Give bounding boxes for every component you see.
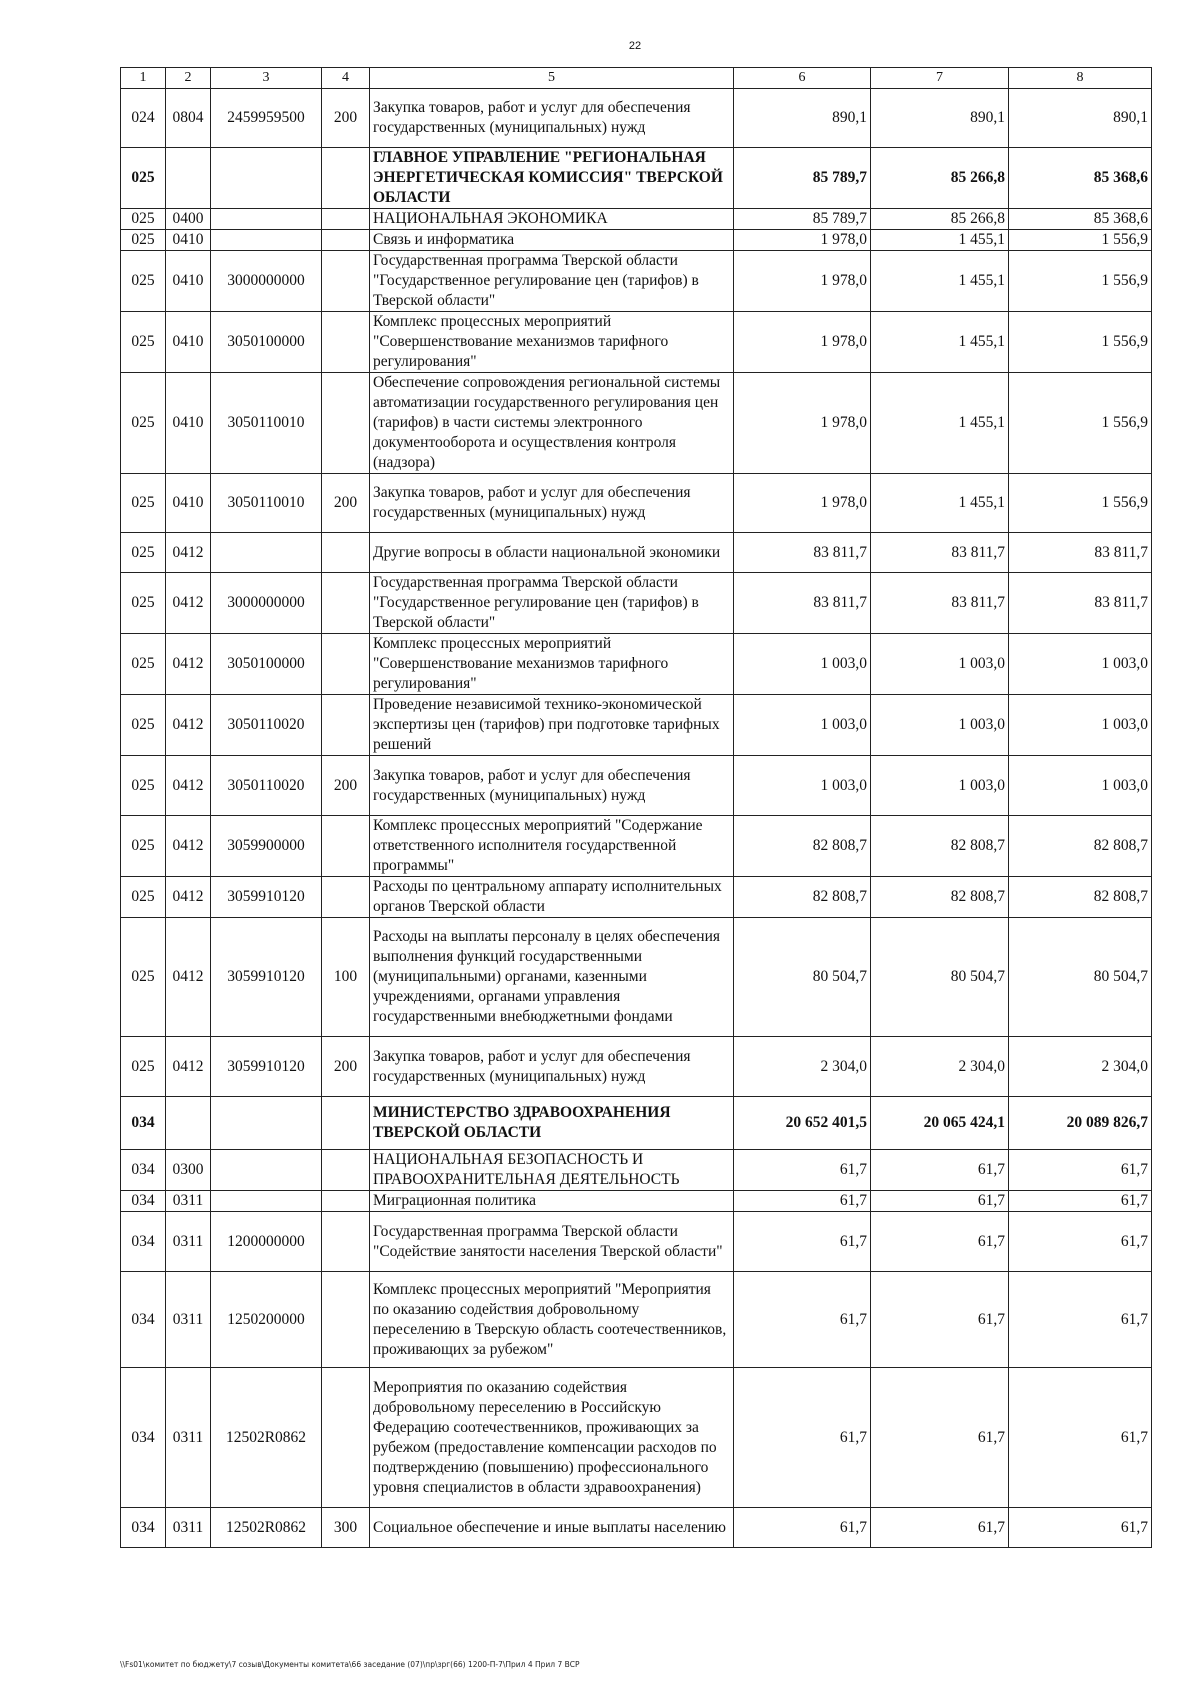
col-4-cell xyxy=(322,634,370,695)
col-2-cell: 0410 xyxy=(166,373,211,474)
table-row xyxy=(121,251,1152,312)
col-7-cell: 82 808,7 xyxy=(871,816,1009,877)
col-8-cell: 61,7 xyxy=(1009,1212,1152,1272)
col-2-cell: 0412 xyxy=(166,756,211,816)
col-6-cell: 61,7 xyxy=(734,1191,871,1212)
col-8-cell: 1 556,9 xyxy=(1009,251,1152,312)
col-5-cell: Расходы на выплаты персоналу в целях обеспечения выполнения функций государственными (муниципальными) органами, казенными учреждениями, органами управления государственными внебюджетными фондами xyxy=(370,918,734,1037)
col-3-cell: 12502R0862 xyxy=(211,1368,322,1508)
col-6-cell: 890,1 xyxy=(734,89,871,148)
col-8-cell: 85 368,6 xyxy=(1009,148,1152,209)
header-col-1: 1 xyxy=(121,68,166,89)
col-7-cell: 1 455,1 xyxy=(871,373,1009,474)
table-row xyxy=(121,373,1152,474)
header-col-5: 5 xyxy=(370,68,734,89)
table-row xyxy=(121,634,1152,695)
col-1-cell: 025 xyxy=(121,474,166,533)
col-6-cell: 61,7 xyxy=(734,1272,871,1368)
col-7-cell: 61,7 xyxy=(871,1272,1009,1368)
col-6-cell: 1 003,0 xyxy=(734,756,871,816)
col-2-cell: 0410 xyxy=(166,251,211,312)
col-6-cell: 82 808,7 xyxy=(734,877,871,918)
col-2-cell: 0410 xyxy=(166,230,211,251)
col-8-cell: 61,7 xyxy=(1009,1272,1152,1368)
col-6-cell: 85 789,7 xyxy=(734,148,871,209)
col-2-cell: 0311 xyxy=(166,1272,211,1368)
col-5-cell: Обеспечение сопровождения региональной системы автоматизации государственного регулирования цен (тарифов) в части системы электронного документооборота и осуществления контроля (надзора) xyxy=(370,373,734,474)
table-row xyxy=(121,1368,1152,1508)
col-3-cell xyxy=(211,1150,322,1191)
col-3-cell: 3059910120 xyxy=(211,1037,322,1097)
col-7-cell: 61,7 xyxy=(871,1212,1009,1272)
col-1-cell: 025 xyxy=(121,533,166,573)
table-row xyxy=(121,230,1152,251)
col-2-cell: 0400 xyxy=(166,209,211,230)
col-8-cell: 1 556,9 xyxy=(1009,312,1152,373)
col-4-cell xyxy=(322,1272,370,1368)
col-1-cell: 034 xyxy=(121,1191,166,1212)
col-3-cell xyxy=(211,148,322,209)
col-6-cell: 85 789,7 xyxy=(734,209,871,230)
col-4-cell xyxy=(322,1212,370,1272)
col-3-cell: 1250200000 xyxy=(211,1272,322,1368)
col-8-cell: 85 368,6 xyxy=(1009,209,1152,230)
col-8-cell: 1 003,0 xyxy=(1009,634,1152,695)
col-4-cell xyxy=(322,573,370,634)
col-5-cell: Комплекс процессных мероприятий "Совершенствование механизмов тарифного регулирования" xyxy=(370,634,734,695)
col-7-cell: 85 266,8 xyxy=(871,209,1009,230)
col-8-cell: 1 003,0 xyxy=(1009,756,1152,816)
table-row xyxy=(121,756,1152,816)
table-row xyxy=(121,1272,1152,1368)
col-2-cell: 0412 xyxy=(166,634,211,695)
table-row xyxy=(121,312,1152,373)
col-3-cell: 3050110010 xyxy=(211,474,322,533)
header-col-7: 7 xyxy=(871,68,1009,89)
col-8-cell: 20 089 826,7 xyxy=(1009,1097,1152,1150)
col-5-cell: Комплекс процессных мероприятий "Содержание ответственного исполнителя государственной программы" xyxy=(370,816,734,877)
col-7-cell: 1 003,0 xyxy=(871,756,1009,816)
col-5-cell: НАЦИОНАЛЬНАЯ БЕЗОПАСНОСТЬ И ПРАВООХРАНИТЕЛЬНАЯ ДЕЯТЕЛЬНОСТЬ xyxy=(370,1150,734,1191)
col-2-cell: 0311 xyxy=(166,1368,211,1508)
col-7-cell: 1 455,1 xyxy=(871,474,1009,533)
col-2-cell: 0412 xyxy=(166,918,211,1037)
col-6-cell: 83 811,7 xyxy=(734,533,871,573)
col-4-cell: 300 xyxy=(322,1508,370,1548)
col-5-cell: Закупка товаров, работ и услуг для обеспечения государственных (муниципальных) нужд xyxy=(370,474,734,533)
col-7-cell: 61,7 xyxy=(871,1150,1009,1191)
col-3-cell: 3050100000 xyxy=(211,634,322,695)
col-2-cell xyxy=(166,148,211,209)
col-2-cell: 0311 xyxy=(166,1508,211,1548)
table-row xyxy=(121,1097,1152,1150)
col-8-cell: 890,1 xyxy=(1009,89,1152,148)
col-4-cell xyxy=(322,312,370,373)
col-4-cell: 200 xyxy=(322,89,370,148)
col-1-cell: 025 xyxy=(121,251,166,312)
col-8-cell: 82 808,7 xyxy=(1009,877,1152,918)
col-8-cell: 61,7 xyxy=(1009,1368,1152,1508)
col-8-cell: 1 556,9 xyxy=(1009,230,1152,251)
col-4-cell: 100 xyxy=(322,918,370,1037)
col-6-cell: 61,7 xyxy=(734,1150,871,1191)
col-1-cell: 025 xyxy=(121,634,166,695)
col-6-cell: 1 978,0 xyxy=(734,312,871,373)
col-4-cell: 200 xyxy=(322,474,370,533)
col-8-cell: 61,7 xyxy=(1009,1191,1152,1212)
col-5-cell: МИНИСТЕРСТВО ЗДРАВООХРАНЕНИЯ ТВЕРСКОЙ ОБЛАСТИ xyxy=(370,1097,734,1150)
col-2-cell: 0412 xyxy=(166,695,211,756)
col-5-cell: Комплекс процессных мероприятий "Мероприятия по оказанию содействия добровольному переселению в Тверскую область соотечественников, проживающих за рубежом" xyxy=(370,1272,734,1368)
table-row xyxy=(121,1191,1152,1212)
col-6-cell: 83 811,7 xyxy=(734,573,871,634)
col-3-cell: 3059910120 xyxy=(211,918,322,1037)
col-3-cell: 3059910120 xyxy=(211,877,322,918)
col-8-cell: 61,7 xyxy=(1009,1150,1152,1191)
col-5-cell: Государственная программа Тверской области "Содействие занятости населения Тверской области" xyxy=(370,1212,734,1272)
col-7-cell: 1 003,0 xyxy=(871,695,1009,756)
col-4-cell: 200 xyxy=(322,756,370,816)
col-4-cell xyxy=(322,148,370,209)
table-row xyxy=(121,573,1152,634)
col-5-cell: Миграционная политика xyxy=(370,1191,734,1212)
col-2-cell: 0300 xyxy=(166,1150,211,1191)
col-3-cell: 3050110020 xyxy=(211,756,322,816)
col-6-cell: 1 978,0 xyxy=(734,251,871,312)
col-8-cell: 1 556,9 xyxy=(1009,474,1152,533)
col-7-cell: 61,7 xyxy=(871,1508,1009,1548)
table-row xyxy=(121,148,1152,209)
col-3-cell: 3050110020 xyxy=(211,695,322,756)
col-6-cell: 2 304,0 xyxy=(734,1037,871,1097)
col-5-cell: Проведение независимой технико-экономической экспертизы цен (тарифов) при подготовке тарифных решений xyxy=(370,695,734,756)
col-5-cell: Закупка товаров, работ и услуг для обеспечения государственных (муниципальных) нужд xyxy=(370,89,734,148)
col-3-cell: 3000000000 xyxy=(211,573,322,634)
col-7-cell: 83 811,7 xyxy=(871,533,1009,573)
col-3-cell: 2459959500 xyxy=(211,89,322,148)
col-6-cell: 80 504,7 xyxy=(734,918,871,1037)
col-3-cell xyxy=(211,1097,322,1150)
col-6-cell: 82 808,7 xyxy=(734,816,871,877)
table-row xyxy=(121,1508,1152,1548)
col-4-cell xyxy=(322,1097,370,1150)
table-row xyxy=(121,1037,1152,1097)
col-3-cell xyxy=(211,230,322,251)
table-row xyxy=(121,877,1152,918)
col-5-cell: Государственная программа Тверской области "Государственное регулирование цен (тарифов) в Тверской области" xyxy=(370,573,734,634)
col-5-cell: Мероприятия по оказанию содействия добровольному переселению в Российскую Федерацию соотечественников, проживающих за рубежом (предоставление компенсации расходов по подтверждению (повышению) профессионального уровня специалистов в области здравоохранения) xyxy=(370,1368,734,1508)
col-6-cell: 1 003,0 xyxy=(734,695,871,756)
col-8-cell: 2 304,0 xyxy=(1009,1037,1152,1097)
col-6-cell: 1 978,0 xyxy=(734,230,871,251)
col-7-cell: 61,7 xyxy=(871,1191,1009,1212)
col-3-cell: 3050110010 xyxy=(211,373,322,474)
col-3-cell: 1200000000 xyxy=(211,1212,322,1272)
col-2-cell: 0412 xyxy=(166,1037,211,1097)
col-7-cell: 890,1 xyxy=(871,89,1009,148)
col-1-cell: 025 xyxy=(121,230,166,251)
col-4-cell xyxy=(322,1191,370,1212)
col-1-cell: 025 xyxy=(121,695,166,756)
header-col-2: 2 xyxy=(166,68,211,89)
col-7-cell: 1 455,1 xyxy=(871,230,1009,251)
header-col-8: 8 xyxy=(1009,68,1152,89)
col-7-cell: 1 003,0 xyxy=(871,634,1009,695)
col-4-cell xyxy=(322,1150,370,1191)
col-7-cell: 20 065 424,1 xyxy=(871,1097,1009,1150)
table-row xyxy=(121,209,1152,230)
col-4-cell xyxy=(322,877,370,918)
col-3-cell xyxy=(211,533,322,573)
col-3-cell: 12502R0862 xyxy=(211,1508,322,1548)
col-8-cell: 61,7 xyxy=(1009,1508,1152,1548)
col-1-cell: 025 xyxy=(121,148,166,209)
col-5-cell: ГЛАВНОЕ УПРАВЛЕНИЕ "РЕГИОНАЛЬНАЯ ЭНЕРГЕТИЧЕСКАЯ КОМИССИЯ" ТВЕРСКОЙ ОБЛАСТИ xyxy=(370,148,734,209)
col-5-cell: Государственная программа Тверской области "Государственное регулирование цен (тарифов) в Тверской области" xyxy=(370,251,734,312)
budget-table xyxy=(120,67,1152,1548)
col-1-cell: 034 xyxy=(121,1097,166,1150)
col-5-cell: Закупка товаров, работ и услуг для обеспечения государственных (муниципальных) нужд xyxy=(370,756,734,816)
col-3-cell xyxy=(211,209,322,230)
table-row xyxy=(121,918,1152,1037)
footer-file-path: \\Fs01\комитет по бюджету\7 созыв\Документы комитета\66 заседание (07)\пр\зрг(66) 1200-П-7\Прил 4 Прил 7 ВСР xyxy=(120,1660,580,1669)
col-4-cell xyxy=(322,230,370,251)
col-6-cell: 61,7 xyxy=(734,1212,871,1272)
col-4-cell xyxy=(322,816,370,877)
col-2-cell: 0804 xyxy=(166,89,211,148)
table-row xyxy=(121,695,1152,756)
col-4-cell xyxy=(322,209,370,230)
col-4-cell xyxy=(322,533,370,573)
col-1-cell: 025 xyxy=(121,816,166,877)
col-3-cell: 3059900000 xyxy=(211,816,322,877)
col-3-cell: 3050100000 xyxy=(211,312,322,373)
col-1-cell: 024 xyxy=(121,89,166,148)
col-1-cell: 034 xyxy=(121,1368,166,1508)
col-6-cell: 1 978,0 xyxy=(734,373,871,474)
col-1-cell: 025 xyxy=(121,877,166,918)
col-8-cell: 82 808,7 xyxy=(1009,816,1152,877)
col-6-cell: 1 003,0 xyxy=(734,634,871,695)
table-body xyxy=(121,89,1152,1548)
col-5-cell: Связь и информатика xyxy=(370,230,734,251)
col-4-cell xyxy=(322,1368,370,1508)
table-row xyxy=(121,89,1152,148)
header-col-4: 4 xyxy=(322,68,370,89)
col-2-cell xyxy=(166,1097,211,1150)
col-1-cell: 034 xyxy=(121,1508,166,1548)
table-row xyxy=(121,816,1152,877)
col-1-cell: 025 xyxy=(121,312,166,373)
col-8-cell: 80 504,7 xyxy=(1009,918,1152,1037)
col-8-cell: 1 556,9 xyxy=(1009,373,1152,474)
col-1-cell: 025 xyxy=(121,209,166,230)
col-8-cell: 1 003,0 xyxy=(1009,695,1152,756)
header-col-3: 3 xyxy=(211,68,322,89)
page-number: 22 xyxy=(628,40,642,52)
col-8-cell: 83 811,7 xyxy=(1009,533,1152,573)
header-col-6: 6 xyxy=(734,68,871,89)
col-5-cell: Закупка товаров, работ и услуг для обеспечения государственных (муниципальных) нужд xyxy=(370,1037,734,1097)
col-2-cell: 0311 xyxy=(166,1191,211,1212)
col-2-cell: 0412 xyxy=(166,816,211,877)
col-4-cell xyxy=(322,373,370,474)
col-5-cell: Социальное обеспечение и иные выплаты населению xyxy=(370,1508,734,1548)
col-5-cell: НАЦИОНАЛЬНАЯ ЭКОНОМИКА xyxy=(370,209,734,230)
col-6-cell: 1 978,0 xyxy=(734,474,871,533)
col-4-cell: 200 xyxy=(322,1037,370,1097)
col-7-cell: 83 811,7 xyxy=(871,573,1009,634)
col-1-cell: 025 xyxy=(121,1037,166,1097)
col-7-cell: 80 504,7 xyxy=(871,918,1009,1037)
col-5-cell: Комплекс процессных мероприятий "Совершенствование механизмов тарифного регулирования" xyxy=(370,312,734,373)
col-5-cell: Другие вопросы в области национальной экономики xyxy=(370,533,734,573)
col-7-cell: 61,7 xyxy=(871,1368,1009,1508)
col-8-cell: 83 811,7 xyxy=(1009,573,1152,634)
table-row xyxy=(121,474,1152,533)
col-3-cell: 3000000000 xyxy=(211,251,322,312)
col-1-cell: 034 xyxy=(121,1150,166,1191)
col-7-cell: 82 808,7 xyxy=(871,877,1009,918)
col-6-cell: 61,7 xyxy=(734,1508,871,1548)
col-2-cell: 0410 xyxy=(166,312,211,373)
table-row xyxy=(121,1150,1152,1191)
col-3-cell xyxy=(211,1191,322,1212)
col-2-cell: 0412 xyxy=(166,877,211,918)
col-1-cell: 034 xyxy=(121,1212,166,1272)
col-6-cell: 20 652 401,5 xyxy=(734,1097,871,1150)
col-2-cell: 0410 xyxy=(166,474,211,533)
col-6-cell: 61,7 xyxy=(734,1368,871,1508)
col-5-cell: Расходы по центральному аппарату исполнительных органов Тверской области xyxy=(370,877,734,918)
col-4-cell xyxy=(322,695,370,756)
col-7-cell: 1 455,1 xyxy=(871,312,1009,373)
table-row xyxy=(121,1212,1152,1272)
col-1-cell: 025 xyxy=(121,373,166,474)
col-2-cell: 0412 xyxy=(166,573,211,634)
col-1-cell: 025 xyxy=(121,756,166,816)
col-1-cell: 034 xyxy=(121,1272,166,1368)
col-1-cell: 025 xyxy=(121,573,166,634)
col-2-cell: 0311 xyxy=(166,1212,211,1272)
col-7-cell: 2 304,0 xyxy=(871,1037,1009,1097)
col-1-cell: 025 xyxy=(121,918,166,1037)
table-row xyxy=(121,533,1152,573)
col-2-cell: 0412 xyxy=(166,533,211,573)
col-7-cell: 1 455,1 xyxy=(871,251,1009,312)
col-4-cell xyxy=(322,251,370,312)
header-row xyxy=(121,68,1152,89)
col-7-cell: 85 266,8 xyxy=(871,148,1009,209)
